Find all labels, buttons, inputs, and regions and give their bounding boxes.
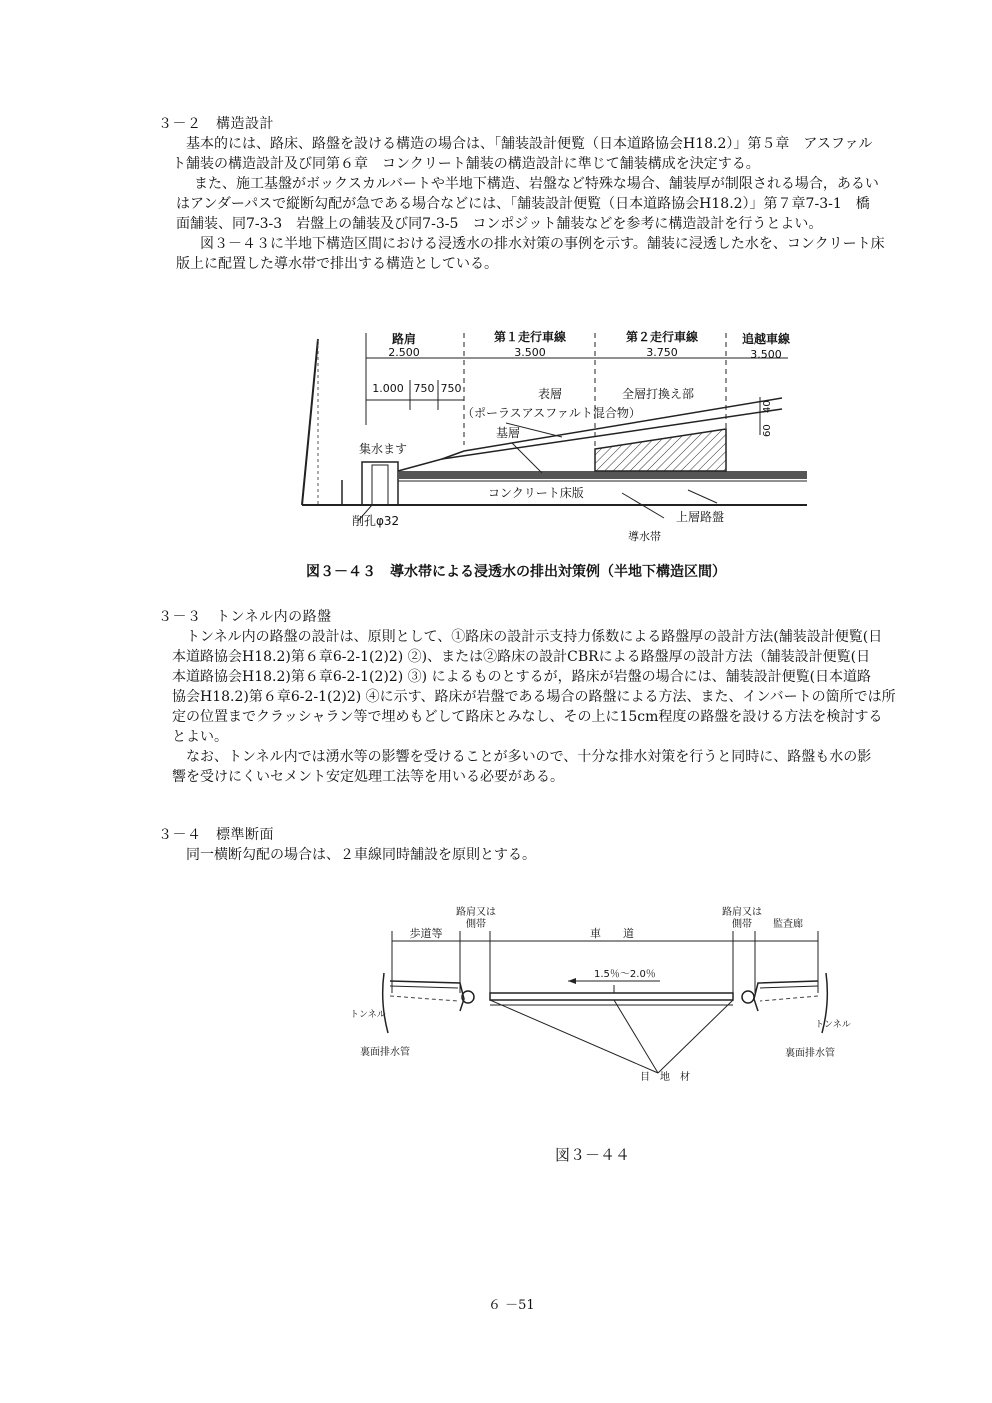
upper-base-hatch: [595, 429, 726, 471]
joint-label: 目 地 材: [640, 1072, 690, 1083]
text-line: トンネル内の路盤の設計は、原則として、①路床の設計示支持力係数による路盤厚の設計方法(舗装設計便覧(日: [186, 629, 883, 645]
text-line: とよい。: [172, 729, 228, 745]
drain-band-label: 導水帯: [628, 530, 661, 543]
lane-width: 3.750: [646, 346, 678, 359]
text-line: 響を受けにくいセメント安定処理工法等を用いる必要がある。: [172, 769, 564, 785]
section-3-4-body: [186, 845, 536, 865]
text-line: また、施工基盤がボックスカルバートや半地下構造、岩盤など特殊な場合、舗装厚が制限される場合，あるい: [194, 176, 879, 192]
text-line: はアンダーパスで縦断勾配が急である場合などには、「舗装設計便覧（日本道路協会H18.2）」第７章7-3-1 橋: [176, 196, 870, 212]
shoulder-right-label: 路肩又は: [722, 907, 762, 918]
full-replace-label: 全層打換え部: [622, 387, 695, 401]
sidewalk-right: [754, 981, 818, 1011]
text-line: 面舗装、同7-3-3 岩盤上の舗装及び同7-3-5 コンポジット舗装などを参考に構造設計を行うとよい。: [176, 216, 823, 232]
catch-basin-shape: [362, 462, 398, 505]
shoulder-left-label: 路肩又は: [456, 907, 496, 918]
thickness-label: 40: [762, 400, 773, 413]
figure-3-44-caption: 図３－４４: [555, 1146, 631, 1164]
leader-line: [688, 490, 717, 503]
base-label: 基層: [496, 426, 521, 440]
figure-3-44: [340, 893, 885, 1093]
figure-3-43-drawing: [292, 325, 807, 547]
carriageway-label: 車 道: [590, 927, 634, 940]
side-ditch-right: [742, 991, 754, 1003]
sidewalk-right-dashed: [760, 996, 818, 1001]
tunnel-wall-left: [383, 973, 388, 1033]
shoulder-left-label: 側帯: [466, 919, 486, 930]
section-3-3-heading: ３－３ トンネル内の路盤: [158, 609, 332, 625]
sidewalk-left-dashed: [390, 996, 458, 1001]
text-line: 本道路協会H18.2)第６章6-2-1(2)2) ③) によるものとするが，路床が岩盤の場合には、舗装設計便覧(日本道路: [172, 669, 872, 685]
inspection-label: 監査廊: [773, 919, 803, 930]
slope-label: 1.5％～2.0％: [594, 969, 656, 980]
text-line: ト舗装の構造設計及び同第６章 コンクリート舗装の構造設計に準じて舗装構成を決定する。: [172, 156, 760, 172]
catch-basin-label: 集水ます: [359, 442, 408, 456]
thickness-label: 60: [762, 424, 773, 437]
section-3-2-heading: ３－２ 構造設計: [158, 116, 274, 132]
lane-label: 追越車線: [741, 332, 791, 346]
text-line: 本道路協会H18.2)第６章6-2-1(2)2) ②)、または②路床の設計CBRによる路盤厚の設計方法（舗装設計便覧(日: [172, 649, 871, 665]
surface-label: 表層: [538, 387, 563, 401]
figure-3-43: [292, 325, 807, 547]
lane-label: 第１走行車線: [493, 330, 567, 344]
slope-arrow-head: [568, 978, 576, 984]
section-3-2-body: [158, 134, 928, 274]
surface-note-label: （ポーラスアスファルト混合物）: [462, 406, 641, 420]
text-line: 同一横断勾配の場合は、２車線同時舗設を原則とする。: [186, 847, 536, 863]
sub-dim-label: 750: [413, 382, 435, 395]
sub-dim-label: 1.000: [372, 382, 404, 395]
lane-label: 第２走行車線: [625, 330, 699, 344]
catch-basin-inner: [372, 465, 388, 505]
figure-3-44-drawing: [340, 893, 885, 1093]
text-line: 図３－４３に半地下構造区間における浸透水の排水対策の事例を示す。舗装に浸透した水を、コンクリート床: [200, 236, 885, 252]
drill-hole-label: 削孔φ32: [352, 514, 400, 528]
tunnel-right-label: トンネル: [815, 1020, 851, 1030]
text-line: 基本的には、路床、路盤を設ける構造の場合は、「舗装設計便覧（日本道路協会H18.2）」第５章 アスファル: [186, 136, 873, 152]
leader-line: [614, 1000, 658, 1073]
sidewalk-label: 歩道等: [409, 927, 443, 940]
sub-dim-label: 750: [440, 382, 462, 395]
section-3-3-body: [158, 627, 928, 787]
tunnel-left-label: トンネル: [350, 1010, 386, 1020]
carriageway-slab: [490, 993, 733, 1000]
sidewalk-right-layer: [760, 986, 818, 988]
lane-label: 路肩: [391, 332, 417, 346]
text-line: 定の位置までクラッシャラン等で埋めもどして路床とみなし、その上に15cm程度の路盤を設ける方法を検討する: [172, 709, 883, 725]
text-line: 版上に配置した導水帯で排出する構造としている。: [176, 256, 498, 272]
lane-width: 3.500: [514, 346, 546, 359]
sidewalk-left: [390, 981, 464, 1011]
figure-3-43-caption: 図３－４３ 導水帯による浸透水の排出対策例（半地下構造区間）: [306, 564, 726, 580]
leader-line: [490, 1000, 658, 1073]
text-line: 協会H18.2)第６章6-2-1(2)2) ④に示す、路床が岩盤である場合の路盤による方法、また、インバートの箇所では所: [172, 689, 896, 705]
lane-width: 3.500: [750, 348, 782, 361]
drain-right-label: 裏面排水管: [785, 1048, 835, 1059]
drain-band-shape: [398, 471, 807, 479]
slab-label: コンクリート床版: [488, 486, 584, 500]
upper-base-label: 上層路盤: [676, 510, 725, 524]
sidewalk-left-layer: [390, 986, 458, 988]
section-3-4-heading: ３－４ 標準断面: [158, 827, 274, 843]
shoulder-right-label: 側帯: [732, 919, 752, 930]
page-number: ６ －51: [488, 1298, 535, 1313]
wall-line: [302, 339, 318, 505]
drain-left-label: 裏面排水管: [360, 1047, 410, 1058]
leader-line: [512, 443, 542, 473]
leader-line: [658, 1000, 733, 1073]
text-line: なお、トンネル内では湧水等の影響を受けることが多いので、十分な排水対策を行うと同時に、路盤も水の影: [186, 749, 872, 765]
lane-width: 2.500: [388, 346, 420, 359]
